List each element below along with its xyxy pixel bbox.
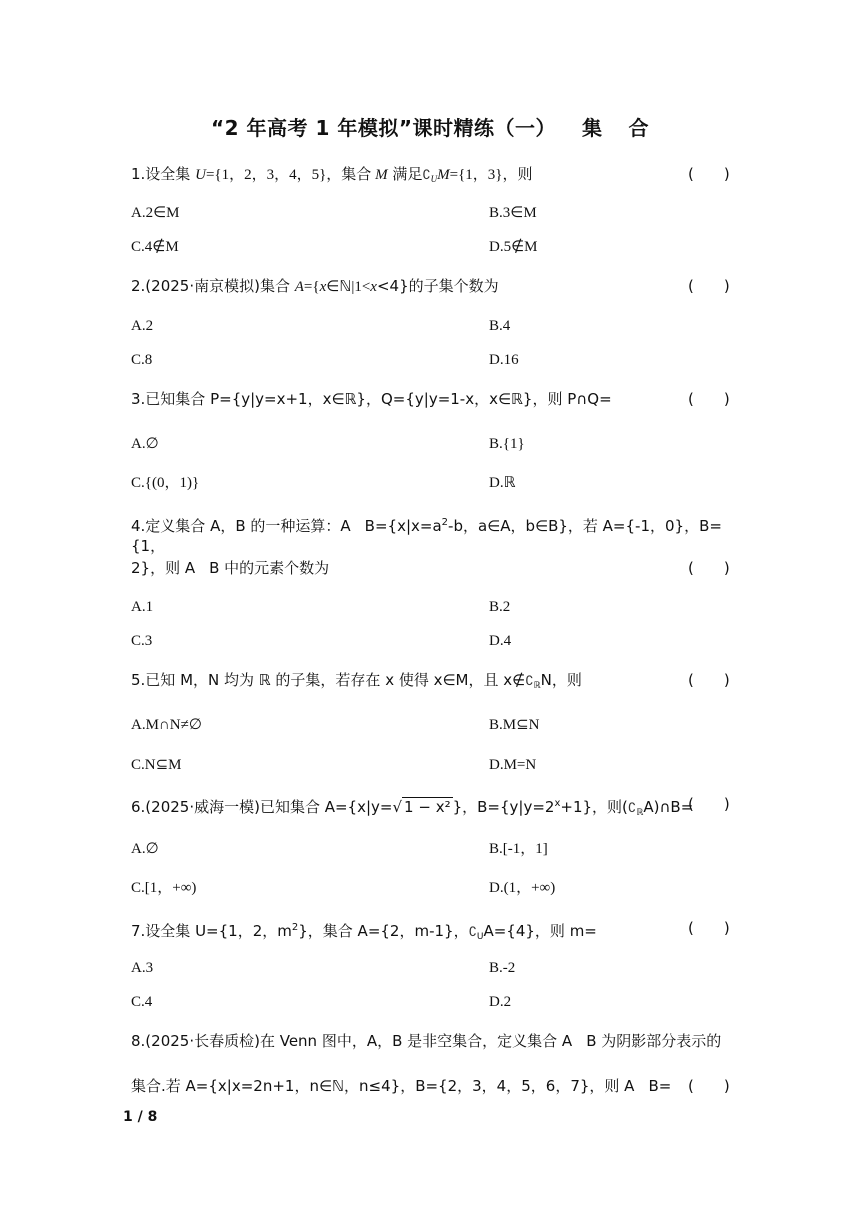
option-6b: B.[-1，1] [489, 841, 548, 857]
question-7: 7.设全集 U={1，2，$m^2$}，集合 A={2，m-1}，$∁_UA=\{4\}$，则 m= [131, 922, 597, 942]
option-5d: D.M=N [489, 757, 537, 773]
option-7a: A.3 [131, 960, 154, 976]
option-3b: B.{1} [489, 436, 525, 452]
option-6c: C.[1，+∞) [131, 880, 197, 896]
option-7b: B.-2 [489, 960, 516, 976]
question-4-line-2: 2}，则 A B 中的元素个数为 [131, 559, 330, 577]
answer-paren-2: ( ) [688, 277, 730, 295]
answer-paren-4: ( ) [688, 559, 730, 577]
option-7d: D.2 [489, 994, 512, 1010]
option-2d: D.16 [489, 352, 519, 368]
option-5a: A.M∩N≠∅ [131, 717, 202, 733]
option-1c: C.4∉M [131, 239, 179, 255]
complement-symbol: ∁ [422, 168, 431, 183]
answer-paren-7: ( ) [688, 919, 730, 937]
question-8-line-2: 集合.若 A={x|x=2n+1，n∈ℕ，n≤4}，B={2，3，4，5，6，7}，则 A B= [131, 1077, 672, 1095]
option-3a: A.∅ [131, 436, 159, 452]
sqrt-expression: √ 1 − x² [392, 798, 451, 816]
answer-paren-1: ( ) [688, 165, 730, 183]
option-6a: A.∅ [131, 841, 159, 857]
complement-symbol: ∁ [525, 674, 534, 689]
answer-paren-3: ( ) [688, 390, 730, 408]
option-4b: B.2 [489, 599, 511, 615]
option-5b: B.M⊆N [489, 717, 540, 733]
option-4a: A.1 [131, 599, 154, 615]
page-number: 1 / 8 [123, 1109, 158, 1125]
complement-symbol: ∁ [627, 801, 637, 816]
option-2c: C.8 [131, 352, 153, 368]
option-7c: C.4 [131, 994, 153, 1010]
title-topic-1: 集 [582, 116, 603, 140]
question-8-line-1: 8.(2025·长春质检)在 Venn 图中，A，B 是非空集合，定义集合 A B 为阴影部分表示的 [131, 1032, 722, 1050]
answer-paren-8: ( ) [688, 1077, 730, 1095]
question-6: 6.(2025·威海一模)已知集合 A={x|y=√ 1 − x² }，$B=\{y|y=2^x+1\}$，则$(∁_ℝA)\cap B=$ [131, 798, 694, 818]
option-4c: C.3 [131, 633, 153, 649]
option-1d: D.5∉M [489, 239, 538, 255]
question-4-line-1: 4.定义集合 A，B 的一种运算：A $B=\{x|x=a^2-b$，a∈A，b∈B}，若 A={-1，0}，B={1， [131, 517, 722, 555]
question-5: 5.已知 M，N 均为 ℝ 的子集，若存在 x 使得 x∈M，且 $x\notin∁_ℝN$，则 [131, 671, 582, 691]
title-main: “2 年高考 1 年模拟”课时精练（一） [210, 116, 556, 140]
question-1: 1.设全集 U={1，2，3，4，5}，集合 M 满足$∁_UM=\{1$，3}，则 [131, 165, 533, 184]
option-5c: C.N⊆M [131, 757, 182, 773]
question-3: 3.已知集合 P={y|y=x+1，x∈ℝ}，Q={y|y=1-x，x∈ℝ}，则 P∩Q= [131, 390, 612, 408]
complement-symbol: ∁ [468, 925, 477, 940]
answer-paren-6: ( ) [688, 795, 730, 813]
question-2: 2.(2025·南京模拟)集合 A={x∈ℕ|1<x<4}的子集个数为 [131, 277, 499, 295]
option-6d: D.(1，+∞) [489, 880, 556, 896]
option-1b: B.3∈M [489, 205, 537, 221]
option-1a: A.2∈M [131, 205, 180, 221]
answer-paren-5: ( ) [688, 671, 730, 689]
title-topic-2: 合 [628, 116, 649, 140]
option-3c: C.{(0，1)} [131, 475, 200, 491]
option-3d: D.ℝ [489, 475, 516, 491]
page-title [0, 112, 860, 141]
option-2b: B.4 [489, 318, 511, 334]
option-2a: A.2 [131, 318, 154, 334]
option-4d: D.4 [489, 633, 512, 649]
